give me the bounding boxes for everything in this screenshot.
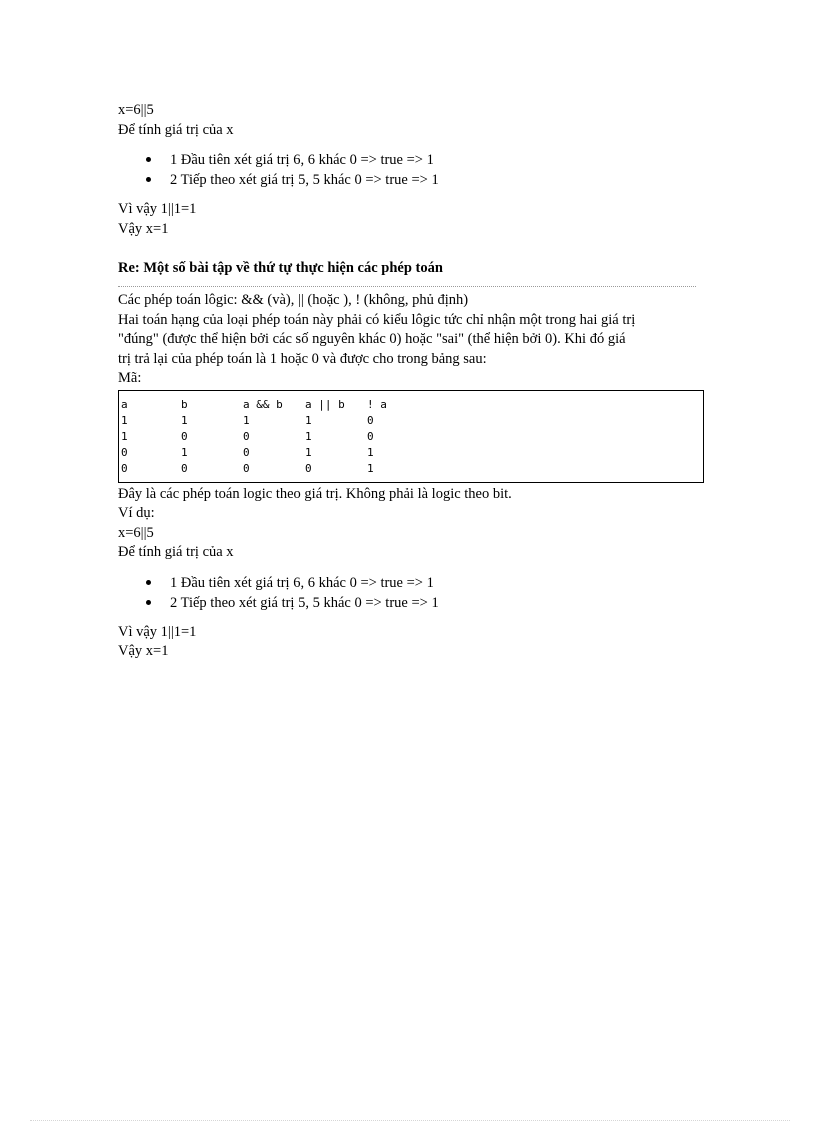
title-divider <box>118 286 696 287</box>
bullet-icon <box>146 157 151 162</box>
steps-list <box>118 573 708 613</box>
code-cell: 0 <box>121 445 128 459</box>
code-cell: 1 <box>181 413 188 427</box>
code-cell: a <box>121 397 128 411</box>
page-bottom-divider <box>30 1120 790 1121</box>
example-label: Ví dụ: <box>118 505 155 521</box>
result-line: Vậy x=1 <box>118 643 169 659</box>
bullet-icon <box>146 177 151 182</box>
conclusion-line: Vì vậy 1||1=1 <box>118 623 197 640</box>
code-cell: ! a <box>367 397 387 411</box>
code-cell: 1 <box>121 413 128 427</box>
code-row <box>121 445 703 461</box>
code-row <box>121 461 703 477</box>
code-cell: 1 <box>181 445 188 459</box>
list-item-text: 1 Đầu tiên xét giá trị 6, 6 khác 0 => true => 1 <box>170 574 434 591</box>
code-cell: 0 <box>367 413 374 427</box>
body-line: Hai toán hạng của loại phép toán này phải có kiểu lôgic tức chỉ nhận một trong hai giá trị <box>118 311 636 328</box>
code-cell: a && b <box>243 397 283 411</box>
list-item-text: 2 Tiếp theo xét giá trị 5, 5 khác 0 => true => 1 <box>170 172 439 188</box>
code-cell: 0 <box>243 461 250 475</box>
code-cell: 1 <box>305 429 312 443</box>
list-item-text: 2 Tiếp theo xét giá trị 5, 5 khác 0 => true => 1 <box>170 594 439 611</box>
code-cell: 0 <box>181 461 188 475</box>
expression-line: x=6||5 <box>118 524 154 541</box>
bullet-icon <box>146 580 151 585</box>
code-cell: 1 <box>243 413 250 427</box>
intro-line: Để tính giá trị của x <box>118 544 234 560</box>
code-row <box>121 429 703 445</box>
code-cell: a || b <box>305 397 345 411</box>
list-item <box>118 170 708 190</box>
code-row <box>121 413 703 429</box>
code-cell: 0 <box>305 461 312 475</box>
conclusion-line: Vì vậy 1||1=1 <box>118 201 197 217</box>
list-item-text: 1 Đầu tiên xét giá trị 6, 6 khác 0 => true => 1 <box>170 152 434 168</box>
code-cell: b <box>181 397 188 411</box>
code-cell: 0 <box>243 445 250 459</box>
code-cell: 0 <box>243 429 250 443</box>
code-label: Mã: <box>118 370 142 386</box>
code-cell: 1 <box>121 429 128 443</box>
code-row <box>121 397 703 413</box>
code-cell: 0 <box>367 429 374 443</box>
code-block <box>118 390 704 483</box>
body-line: Các phép toán lôgic: && (và), || (hoặc ), ! (không, phủ định) <box>118 292 469 308</box>
body-line: trị trả lại của phép toán là 1 hoặc 0 và được cho trong bảng sau: <box>118 350 487 367</box>
code-cell: 1 <box>367 461 374 475</box>
intro-line: Để tính giá trị của x <box>118 121 234 138</box>
result-line: Vậy x=1 <box>118 220 169 237</box>
code-cell: 0 <box>121 461 128 475</box>
bullet-icon <box>146 600 151 605</box>
code-cell: 1 <box>305 445 312 459</box>
list-item <box>118 593 708 613</box>
list-item <box>118 150 708 170</box>
code-cell: 0 <box>181 429 188 443</box>
body-line: "đúng" (được thể hiện bởi các số nguyên khác 0) hoặc "sai" (thể hiện bởi 0). Khi đó giá <box>118 331 626 347</box>
post-title: Re: Một số bài tập về thứ tự thực hiện các phép toán <box>118 260 443 276</box>
steps-list <box>118 150 708 190</box>
document-page <box>118 101 708 662</box>
list-item <box>118 573 708 593</box>
after-code-line: Đây là các phép toán logic theo giá trị. Không phải là logic theo bit. <box>118 485 512 502</box>
code-cell: 1 <box>367 445 374 459</box>
code-cell: 1 <box>305 413 312 427</box>
expression-line: x=6||5 <box>118 102 154 118</box>
post-body <box>118 291 698 389</box>
